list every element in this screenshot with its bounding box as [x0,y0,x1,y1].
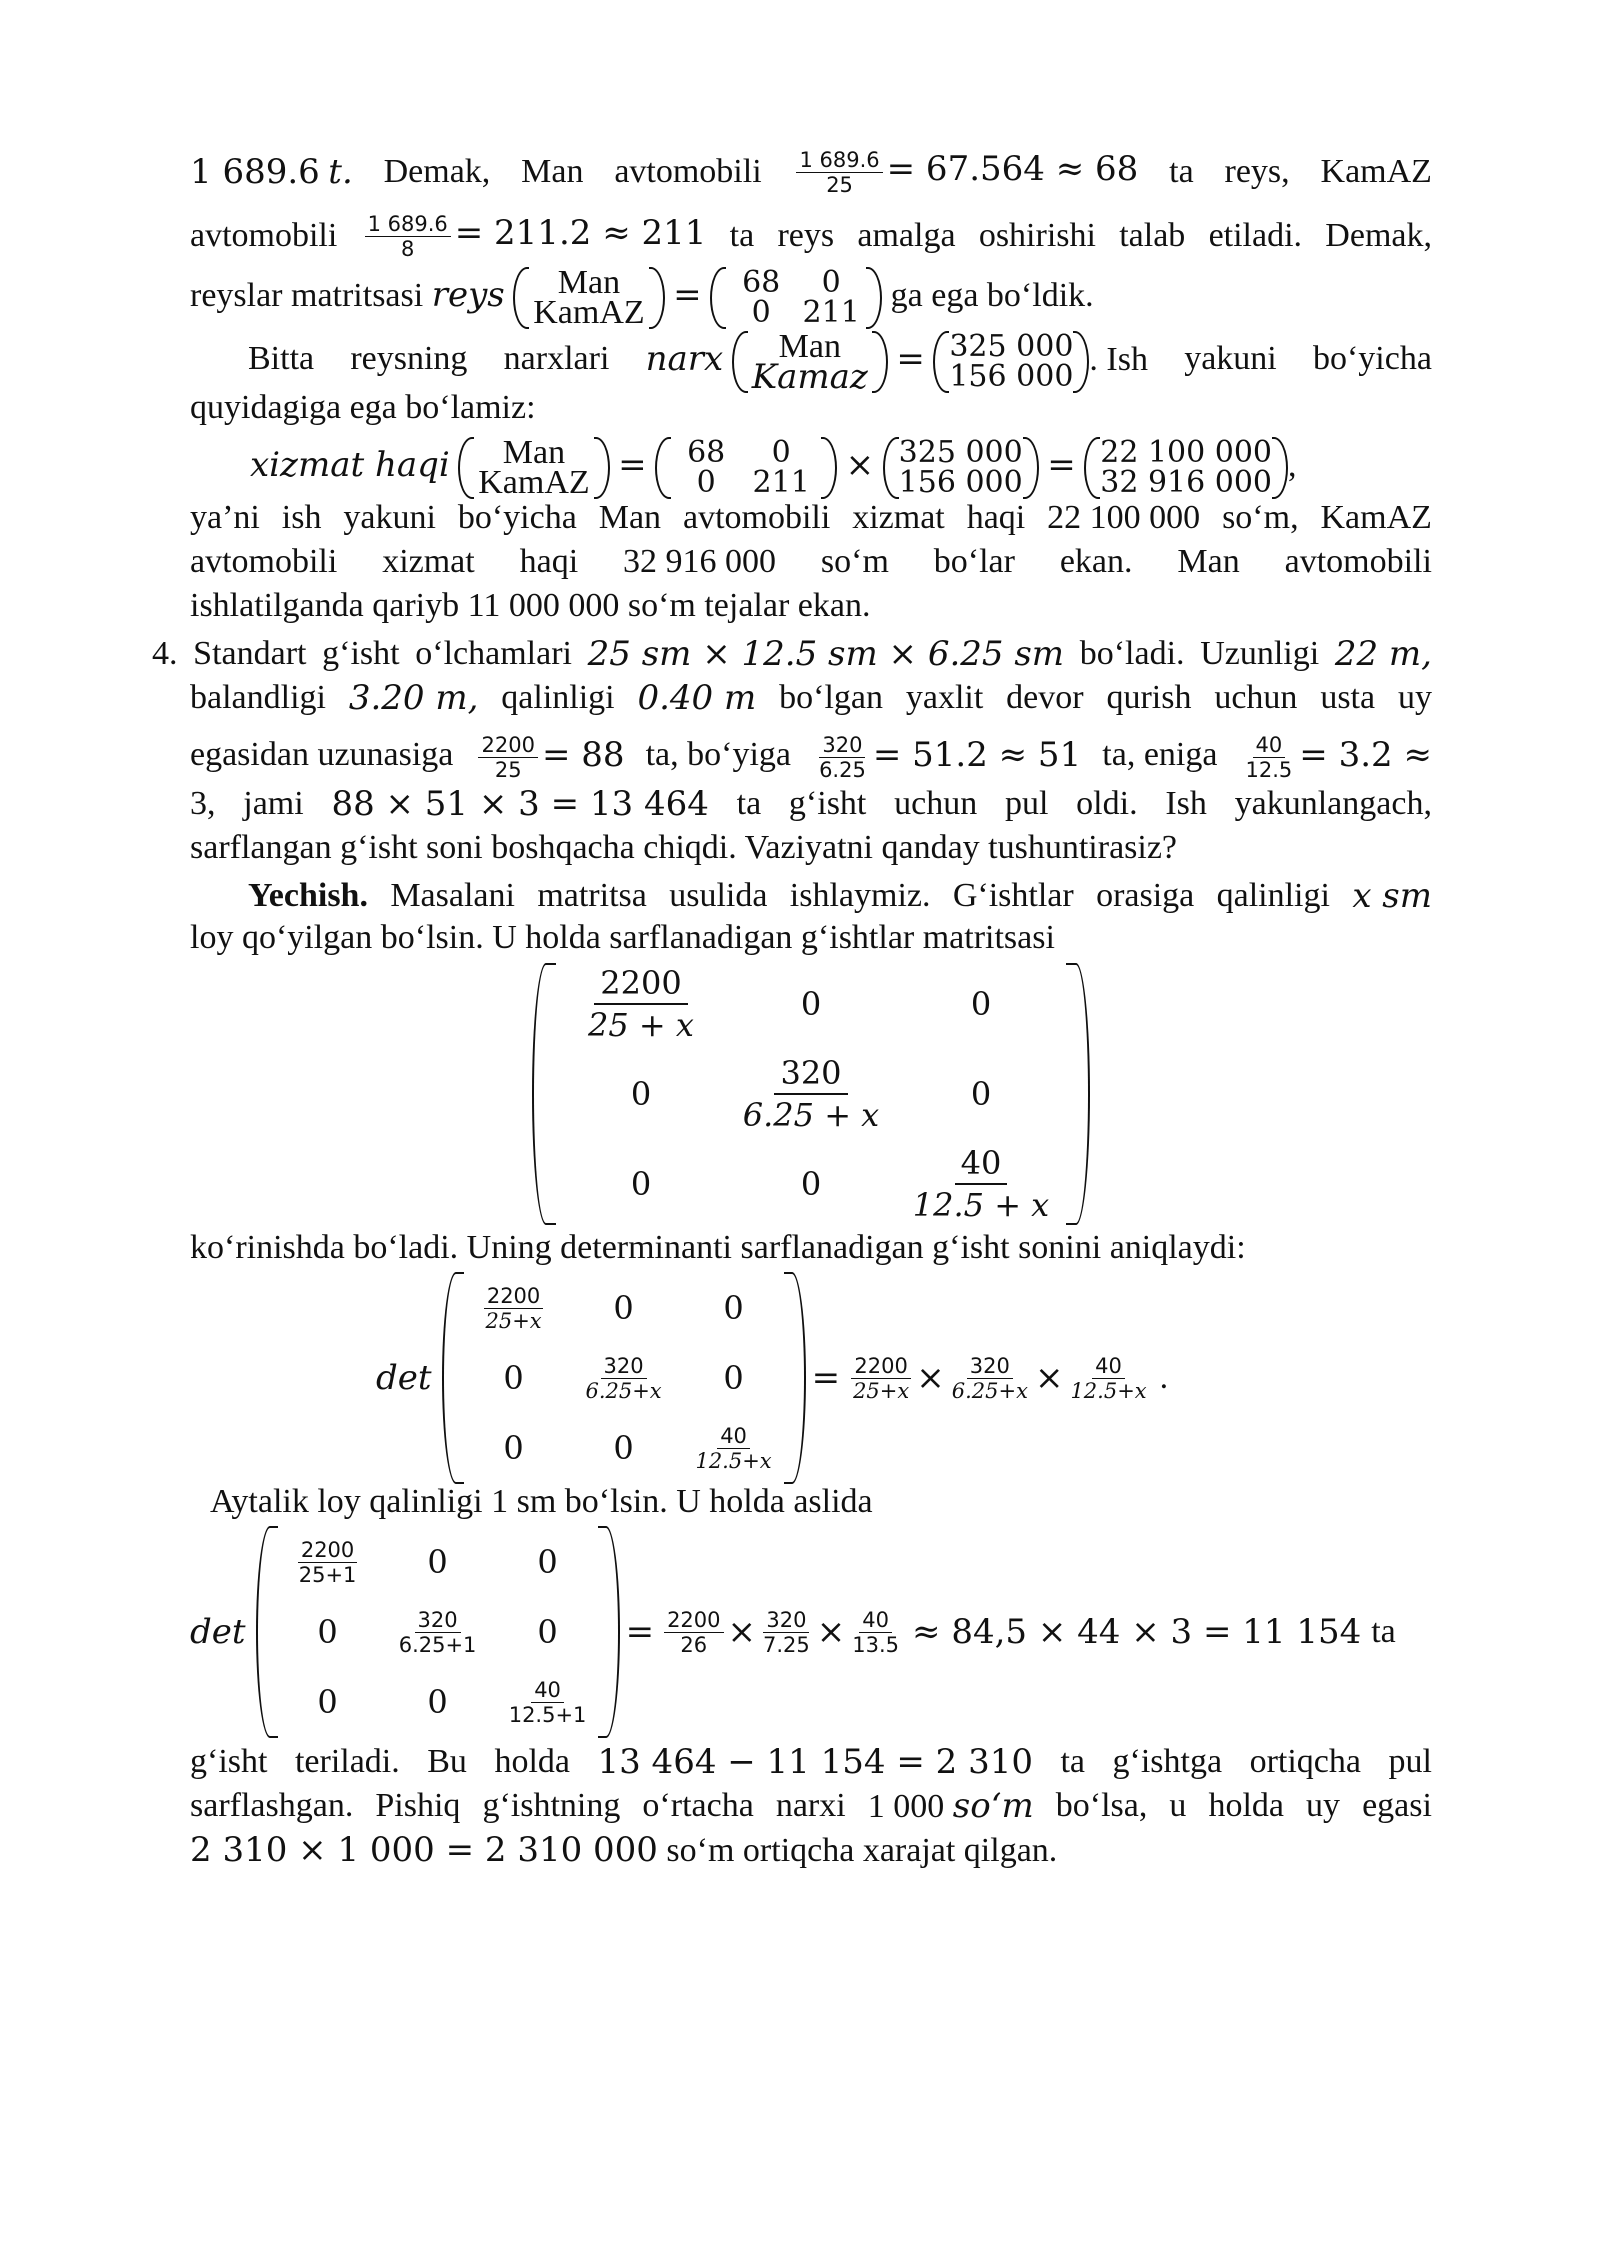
text-line: avtomobili $\frac{1 689.6}{8}$ = 211.2 ≈ 211 ta reys amalga oshirishi talab etiladi. Demak, [190,211,1432,261]
word: reys, [1224,153,1290,190]
variable: reys [431,275,505,315]
text-line: 2 310 × 1 000 = 2 310 000 so‘m ortiqcha xarajat qilgan. [190,1830,1058,1870]
column-vector: Man KamAZ [458,437,609,499]
fraction: $\frac{1 689.6}{25}$ [796,148,882,197]
word: Demak, [383,153,491,190]
number: 1 689.6 [190,151,320,192]
text-line [190,147,1432,197]
text-line: Bitta reysning narxlari narx Man Kamaz = 325 000 156 000 . Ish yakuni bo‘yicha [248,327,1432,397]
problem-4-line: 4. Standart g‘isht o‘lchamlari 25 sm × 12.5 sm × 6.25 sm bo‘ladi. Uzunligi 22 m, [152,634,1432,674]
document-page [152,147,1432,1870]
word: ta [1169,153,1194,190]
text-line: sarflangan g‘isht soni boshqacha chiqdi. Vaziyatni qanday tushuntirasiz? [190,829,1178,866]
variable: xizmat haqi [250,445,450,485]
solution-line: Yechish. Masalani matritsa usulida ishlaymiz. G‘ishtlar orasiga qalinligi x sm [248,876,1432,916]
text-line: avtomobili xizmat haqi 32 916 000 so‘m bo‘lar ekan. Man avtomobili [190,543,1432,580]
text-line: loy qo‘yilgan bo‘lsin. U holda sarflanadigan g‘ishtlar matritsasi [190,919,1055,956]
column-vector: 325 000 156 000 [883,437,1039,499]
text-line: 3, jami 88 × 51 × 3 = 13 464 ta g‘isht uchun pul oldi. Ish yakunlangach, [190,784,1432,824]
text-line: ko‘rinishda bo‘ladi. Uning determinanti sarflanadigan g‘isht sonini aniqlaydi: [190,1229,1246,1266]
column-vector: 325 000 156 000 [933,331,1089,393]
fraction: $\frac{1 689.6}{8}$ [365,212,451,261]
equation-line: xizmat haqi Man KamAZ = 68 0 0 211 × 325 000 156 000 = 22 100 000 32 916 000 , [250,434,1297,502]
determinant-equation: det $\frac{2200}{25+x}$ 0 0 0 $\frac{320}{6.25+x}$ 0 0 0 $\frac{40}{12.5+x}$ = $\frac{2200}{25+x}$ × $\frac{320}{6.25+x}$ × $\frac{40}{12.5+x}$ . [190,1270,1432,1486]
unit: t. [328,151,353,192]
variable: narx [645,338,724,379]
text-line: g‘isht teriladi. Bu holda 13 464 − 11 154 = 2 310 ta g‘ishtga ortiqcha pul [190,1742,1432,1782]
text-line: egasidan uzunasiga $\frac{2200}{25}$ = 88 ta, bo‘yiga $\frac{320}{6.25}$ = 51.2 ≈ 51 ta, eniga $\frac{40}{12.5}$ = 3.2 ≈ [190,733,1432,783]
text-line: balandligi 3.20 m, qalinligi 0.40 m bo‘lgan yaxlit devor qurish uchun usta uy [190,678,1432,718]
text-line: ishlatilganda qariyb 11 000 000 so‘m tejalar ekan. [190,587,871,624]
word: Man [521,153,584,190]
solution-label: Yechish. [248,877,368,914]
text-line: quyidagiga ega bo‘lamiz: [190,389,536,426]
determinant-equation: det $\frac{2200}{25+1}$ 0 0 0 $\frac{320}{6.25+1}$ 0 0 0 $\frac{40}{12.5+1}$ = $\frac{2200}{26}$ × $\frac{320}{7.25}$ × $\frac{40}{13.5}$ ≈ 84,5 × 44 × 3 = 11 154 ta [190,1524,1432,1740]
equation: = 211.2 ≈ 211 [454,213,707,254]
column-vector: 22 100 000 32 916 000 [1084,437,1288,499]
item-number: 4. [152,635,178,672]
text-line: ya’ni ish yakuni bo‘yicha Man avtomobili xizmat haqi 22 100 000 so‘m, KamAZ [190,499,1432,536]
matrix: 68 0 0 211 [710,267,882,329]
column-vector: Man Kamaz [732,331,888,393]
text-line: sarflashgan. Pishiq g‘ishtning o‘rtacha narxi 1 000 so‘m bo‘lsa, u holda uy egasi [190,1785,1432,1826]
text-line: Aytalik loy qalinligi 1 sm bo‘lsin. U holda aslida [210,1483,873,1520]
text-line: reyslar matritsasi reys Man KamAZ = 68 0 0 211 ga ega bo‘ldik. [190,264,1094,332]
column-vector: Man KamAZ [513,267,664,329]
brick-matrix: $\frac{2200}{25 + x}$ 0 0 0 $\frac{320}{6.25 + x}$ 0 0 0 $\frac{40}{12.5 + x}$ [190,960,1432,1228]
matrix: 68 0 0 211 [655,437,837,499]
equation: = 67.564 ≈ 68 [886,149,1139,190]
word: KamAZ [1320,153,1432,190]
word: avtomobili [614,153,762,190]
